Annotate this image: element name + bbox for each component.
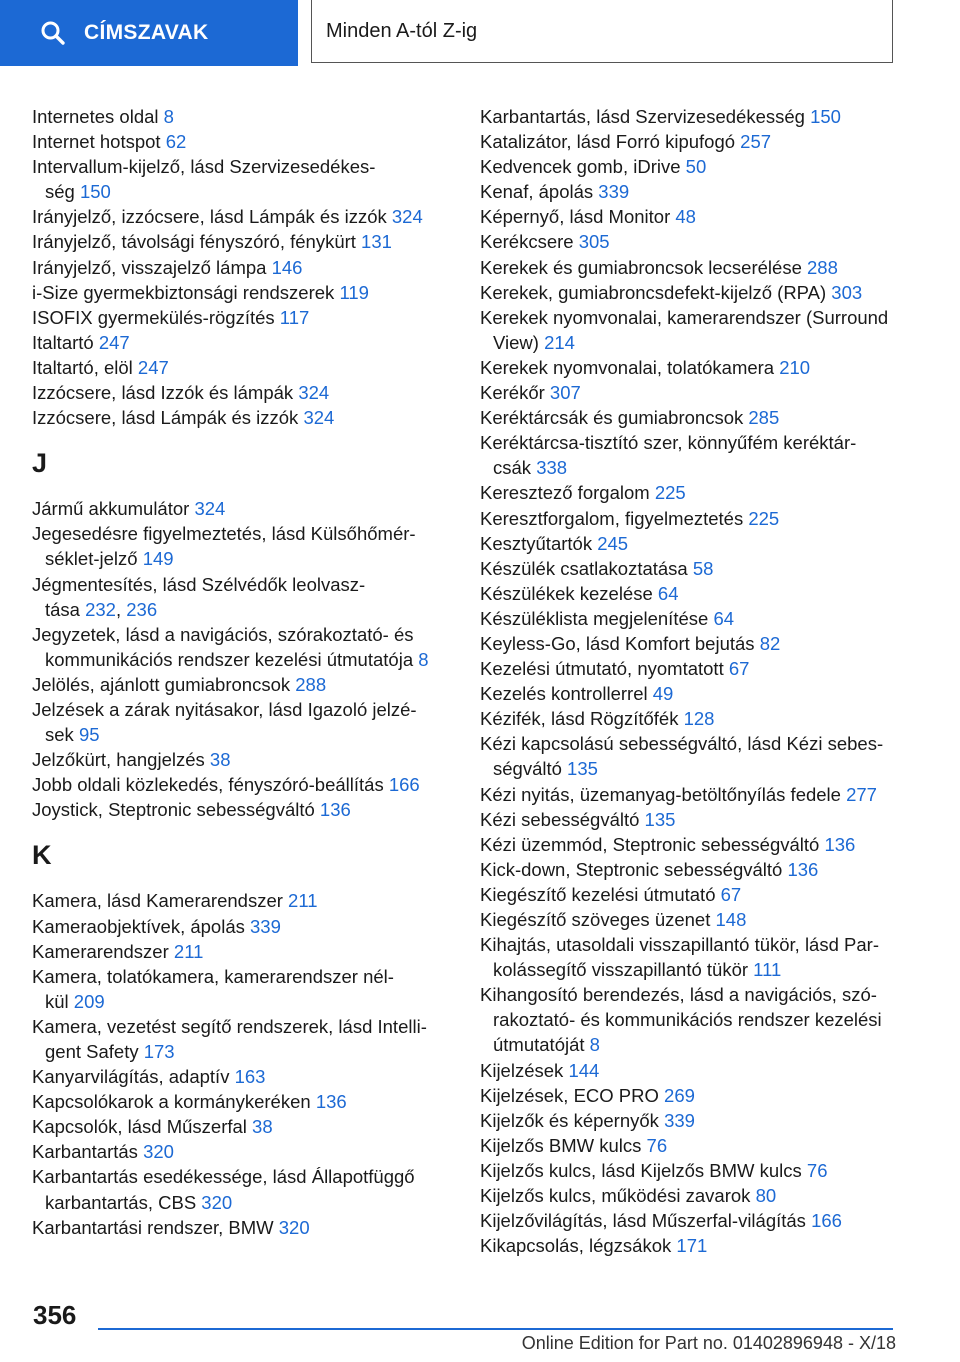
index-entry [32,797,442,822]
index-entry [32,772,442,797]
entry-text: Kedvencek gomb, iDrive [480,156,686,178]
index-entry [480,807,900,832]
index-entry [480,731,900,781]
page-link[interactable]: 49 [652,683,674,705]
entry-text: Kezelési útmutató, nyomtatott [480,658,729,680]
index-entry [480,932,900,982]
entry-text: Jégmentesítés, lásd Szélvédők leolvasz- [32,573,366,595]
index-entry [480,531,900,556]
index-entry [480,305,900,355]
page-link[interactable]: 128 [683,708,715,730]
entry-text: Irányjelző, visszajelző lámpa [32,256,272,278]
entry-continuation [480,1007,900,1032]
page-link[interactable]: 119 [339,281,369,303]
index-entry [480,1208,900,1233]
entry-text: Kiegészítő szöveges üzenet [480,909,716,930]
index-entry [32,154,442,204]
page-link[interactable]: 236 [126,598,158,620]
page-link[interactable]: 214 [544,331,575,353]
page-link[interactable]: 173 [143,1041,175,1062]
index-entry [32,129,442,154]
index-entry [480,681,900,706]
entry-continuation [32,179,442,204]
entry-continuation-text: View) [493,331,545,353]
index-entry [480,104,900,129]
index-entry [32,1014,442,1064]
index-entry [480,857,900,882]
index-entry [480,882,900,907]
tab-a-to-z[interactable] [311,0,893,63]
entry-text: Jelzőkürt, hangjelzés [32,749,210,771]
index-entry [480,480,900,505]
entry-text: Keréktárcsa-tisztító szer, könnyűfém keréktár- [480,432,857,454]
index-entry [480,907,900,932]
page-link[interactable]: 324 [298,382,330,404]
entry-continuation [32,597,442,622]
entry-text: Kijelzések [480,1059,569,1081]
index-entry [480,556,900,581]
page-link[interactable]: 247 [98,331,130,353]
entry-text: Italtartó, elöl [32,356,138,378]
index-entry [32,521,442,571]
entry-text: Kerékőr [480,382,550,404]
index-entry [480,179,900,204]
index-entry [480,606,900,631]
page-link[interactable]: 305 [578,231,610,253]
index-entry [32,255,442,280]
tab-keywords[interactable] [0,0,298,66]
entry-continuation [32,989,442,1014]
index-group-k-continued [480,104,900,1258]
index-entry [32,939,442,964]
entry-text: Kijelzővilágítás, lásd Műszerfal-világítás [480,1210,812,1232]
page-link[interactable]: 225 [654,482,686,504]
entry-text: Kézi sebességváltó [480,808,645,830]
entry-text: Készülékek kezelése [480,582,658,604]
index-entry [32,229,442,254]
index-entry [480,380,900,405]
index-entry [32,355,442,380]
index-entry [480,280,900,305]
page-link[interactable]: 38 [209,749,231,771]
entry-continuation-text: séklet-jelző [45,548,143,570]
index-entry [480,1233,900,1258]
entry-continuation-text: kolássegítő visszapillantó tükör [493,959,754,981]
entry-text: Jegesedésre figyelmeztetés, lásd Külsőhőmér- [32,523,416,545]
page-link[interactable]: 48 [675,206,696,228]
page-link[interactable]: 64 [713,607,735,629]
entry-continuation-text: útmutatóját [493,1034,590,1056]
index-entry [32,1114,442,1139]
entry-text: Katalizátor, lásd Forró kipufogó [480,131,741,153]
header [0,0,960,66]
page-link[interactable]: 339 [664,1109,695,1131]
entry-text: i-Size gyermekbiztonsági rendszerek [32,281,340,303]
page-link[interactable]: 8 [589,1034,600,1056]
entry-text: Kapcsolókarok a kormánykeréken [32,1091,316,1113]
entry-text: Kijelzős BMW kulcs [480,1134,647,1156]
index-entry [480,204,900,229]
page-link[interactable]: 288 [807,256,838,278]
entry-text: Készülék csatlakoztatása [480,557,693,579]
index-group-k [32,888,442,1239]
index-entry [480,1108,900,1133]
page-link[interactable]: 95 [78,724,100,746]
page-link[interactable]: 166 [388,774,420,796]
entry-continuation-text: sek [45,724,79,746]
page-link[interactable]: 144 [568,1059,600,1081]
page-link[interactable]: 211 [173,940,204,962]
index-entry [480,129,900,154]
page-link[interactable]: 8 [163,106,174,127]
index-entry [480,355,900,380]
entry-continuation [480,756,900,781]
index-entry [32,888,442,913]
entry-text: ISOFIX gyermekülés-rögzítés [32,306,280,328]
footer-divider [98,1328,893,1330]
page-link[interactable]: 245 [597,532,629,554]
entry-text: Kerekek, gumiabroncsdefekt-kijelző (RPA) [480,281,832,303]
index-entry [480,832,900,857]
index-entry [480,154,900,179]
page-link[interactable]: 303 [831,281,863,303]
entry-text: Karbantartási rendszer, BMW [32,1216,279,1238]
entry-text: Kézi nyitás, üzemanyag-betöltőnyílás fedele [480,783,847,805]
page-link[interactable]: 339 [250,915,281,937]
index-column-left [32,104,442,1240]
entry-continuation [480,455,900,480]
page-link[interactable]: 50 [685,156,707,178]
page-link[interactable]: 136 [787,858,819,880]
entry-text: Kesztyűtartók [480,532,598,554]
index-entry [32,747,442,772]
entry-text: Kerekek nyomvonalai, kamerarendszer (Surround [480,306,889,328]
page-link[interactable]: 209 [73,990,105,1012]
page-link[interactable]: 166 [811,1210,842,1232]
entry-text: Izzócsere, lásd Izzók és lámpák [32,382,299,404]
entry-text: Kijelzős kulcs, lásd Kijelzős BMW kulcs [480,1159,807,1181]
index-entry [32,1139,442,1164]
entry-continuation [32,1190,442,1215]
page-link[interactable]: 324 [391,206,423,228]
entry-text: Kerekek és gumiabroncsok lecserélése [480,256,807,278]
entry-continuation-text: tása [45,598,86,620]
page-link[interactable]: 211 [288,890,318,912]
index-entry [480,506,900,531]
entry-text: Jelölés, ajánlott gumiabroncsok [32,673,296,695]
entry-text: Keyless-Go, lásd Komfort bejutás [480,632,760,654]
index-entry [32,1215,442,1240]
page-link[interactable]: 64 [657,582,679,604]
page-link[interactable]: 67 [728,658,750,680]
entry-text: Kezelés kontrollerrel [480,683,653,705]
entry-text: Karbantartás, lásd Szervizesedékesség [480,106,811,127]
entry-text: Kamera, lásd Kamerarendszer [32,890,289,912]
entry-continuation-text: csák [493,457,537,479]
entry-text: Kijelzők és képernyők [480,1109,665,1131]
page-link[interactable]: 76 [806,1159,828,1181]
index-entry [32,204,442,229]
entry-text: Kameraobjektívek, ápolás [32,915,251,937]
index-group-i [32,104,442,430]
page-link[interactable]: 225 [748,507,780,529]
page-link[interactable]: 339 [598,181,630,203]
entry-text: Italtartó [32,331,99,353]
entry-text: Készüléklista megjelenítése [480,607,714,629]
tab-a-to-z-label: Minden A-tól Z-ig [326,19,478,42]
page-link[interactable]: 247 [137,356,169,378]
entry-continuation-text: ség [45,181,80,203]
entry-text: Irányjelző, távolsági fényszóró, fénykürt [32,231,362,253]
entry-text: Izzócsere, lásd Lámpák és izzók [32,407,304,429]
index-group-j [32,496,442,822]
page-link[interactable]: 82 [759,632,781,654]
entry-text: Irányjelző, izzócsere, lásd Lámpák és izzók [32,206,392,228]
page-link[interactable]: 149 [142,548,174,570]
entry-continuation-text: rakoztató- és kommunikációs rendszer kezelési [493,1009,882,1031]
index-entry [480,1183,900,1208]
index-entry [32,672,442,697]
entry-text: Kiegészítő kezelési útmutató [480,883,721,905]
entry-continuation-text: kül [45,990,74,1012]
page-link[interactable]: 62 [165,131,187,153]
entry-continuation [32,1039,442,1064]
entry-text: Kick-down, Steptronic sebességváltó [480,858,788,880]
index-entry [32,280,442,305]
entry-text: Karbantartás [32,1141,144,1163]
entry-text: Joystick, Steptronic sebességváltó [32,799,320,821]
tab-keywords-label: CÍMSZAVAK [84,21,209,44]
page-link[interactable]: 136 [315,1091,347,1113]
entry-continuation-text: karbantartás, CBS [45,1191,202,1213]
entry-text: Kikapcsolás, légzsákok [480,1235,677,1257]
page-link[interactable]: 210 [779,356,811,378]
page-link[interactable]: 269 [664,1084,695,1106]
entry-text: Kamerarendszer [32,940,174,962]
index-entry [32,104,442,129]
page-link[interactable]: 136 [824,833,856,855]
index-entry [32,914,442,939]
page-link[interactable]: 150 [79,181,111,203]
page-link[interactable]: 146 [271,256,303,278]
entry-continuation [480,957,900,982]
index-entry [32,572,442,622]
page-link[interactable]: 257 [740,131,772,153]
page-link[interactable]: 38 [252,1116,273,1138]
index-entry [32,964,442,1014]
entry-text: Kamera, vezetést segítő rendszerek, lásd Intelli- [32,1015,427,1037]
section-letter-k: K [32,840,52,871]
index-entry [32,622,442,672]
page-link[interactable]: 80 [755,1185,777,1207]
index-entry [480,982,900,1057]
index-entry [32,496,442,521]
index-entry [32,380,442,405]
entry-text: Karbantartás esedékessége, lásd Állapotfüggő [32,1166,415,1188]
entry-text: Kapcsolók, lásd Műszerfal [32,1116,253,1138]
page-link[interactable]: 67 [720,883,742,905]
entry-continuation [480,1032,900,1057]
page-link[interactable]: 288 [295,673,327,695]
entry-text: Jobb oldali közlekedés, fényszóró-beállítás [32,774,389,796]
page-link[interactable]: 136 [319,799,351,821]
index-entry [32,305,442,330]
page-link[interactable]: 171 [676,1235,708,1257]
entry-continuation [32,647,442,672]
entry-text: Kézi kapcsolású sebességváltó, lásd Kézi sebes- [480,733,884,755]
page-link[interactable]: 76 [646,1134,668,1156]
page-link[interactable]: 277 [846,783,877,805]
page-link[interactable]: 324 [303,407,335,429]
entry-text: Kamera, tolatókamera, kamerarendszer nél- [32,965,394,987]
index-entry [480,255,900,280]
entry-continuation-text: kommunikációs rendszer kezelési útmutatója [45,648,419,670]
index-entry [480,1083,900,1108]
entry-text: Kihangosító berendezés, lásd a navigációs, szó- [480,984,877,1006]
entry-text: Kézifék, lásd Rögzítőfék [480,708,684,730]
entry-text: Kenaf, ápolás [480,181,599,203]
index-entry [32,405,442,430]
entry-text: Kézi üzemmód, Steptronic sebességváltó [480,833,825,855]
page-link[interactable]: 150 [810,106,841,127]
index-entry [480,656,900,681]
entry-text: Kijelzések, ECO PRO [480,1084,665,1106]
index-entry [480,1058,900,1083]
page-link[interactable]: 285 [748,407,780,429]
index-column-right [480,104,900,1258]
entry-text: Keresztező forgalom [480,482,655,504]
index-entry [480,229,900,254]
entry-text: Intervallum-kijelző, lásd Szervizesedékes- [32,156,376,178]
index-entry [480,405,900,430]
page-link[interactable]: 148 [715,909,747,930]
page-link[interactable]: 320 [143,1141,174,1163]
index-entry [32,1089,442,1114]
entry-text: Keréktárcsák és gumiabroncsok [480,407,749,429]
page-link[interactable]: 131 [361,231,392,253]
entry-text: Internet hotspot [32,131,166,153]
index-entry [480,581,900,606]
page-number: 356 [33,1300,77,1330]
page-link[interactable]: 135 [644,808,676,830]
entry-text: Jármű akkumulátor [32,498,195,520]
ref-separator: , [115,598,127,620]
index-entry [480,430,900,480]
entry-continuation-text: ségváltó [493,758,568,780]
index-entry [480,1158,900,1183]
page-link[interactable]: 135 [567,758,598,780]
entry-text: Keresztforgalom, figyelmeztetés [480,507,749,529]
entry-text: Kerékcsere [480,231,579,253]
entry-text: Jegyzetek, lásd a navigációs, szórakoztató- és [32,623,414,645]
entry-text: Jelzések a zárak nyitásakor, lásd Igazoló jelzé- [32,698,417,720]
search-icon [40,20,66,46]
page-link[interactable]: 111 [753,959,782,981]
entry-text: Internetes oldal [32,106,164,127]
entry-continuation [32,546,442,571]
section-letter-j: J [32,448,48,479]
entry-text: Képernyő, lásd Monitor [480,206,676,228]
page-link[interactable]: 307 [549,382,581,404]
entry-continuation-text: gent Safety [45,1041,144,1062]
page-link[interactable]: 163 [234,1066,266,1088]
index-entry [32,1064,442,1089]
entry-continuation [480,330,900,355]
page-link[interactable]: 8 [418,648,429,670]
edition-note: Online Edition for Part no. 01402896948 - X/18 [521,1333,896,1353]
entry-text: Kijelzős kulcs, működési zavarok [480,1185,756,1207]
page-link[interactable]: 58 [692,557,714,579]
index-entry [480,782,900,807]
page-link[interactable]: 324 [194,498,226,520]
entry-text: Kanyarvilágítás, adaptív [32,1066,235,1088]
index-entry [480,1133,900,1158]
page-link[interactable]: 232 [85,598,116,620]
page-link[interactable]: 117 [279,306,310,328]
entry-text: Kihajtás, utasoldali visszapillantó tükör, lásd Par- [480,934,879,956]
index-entry [32,1164,442,1214]
index-entry [32,330,442,355]
entry-text: Kerekek nyomvonalai, tolatókamera [480,356,780,378]
index-entry [480,706,900,731]
index-entry [480,631,900,656]
entry-continuation [32,722,442,747]
page-link[interactable]: 320 [278,1216,310,1238]
page-link[interactable]: 338 [536,457,568,479]
index-entry [32,697,442,747]
page-link[interactable]: 320 [201,1191,233,1213]
